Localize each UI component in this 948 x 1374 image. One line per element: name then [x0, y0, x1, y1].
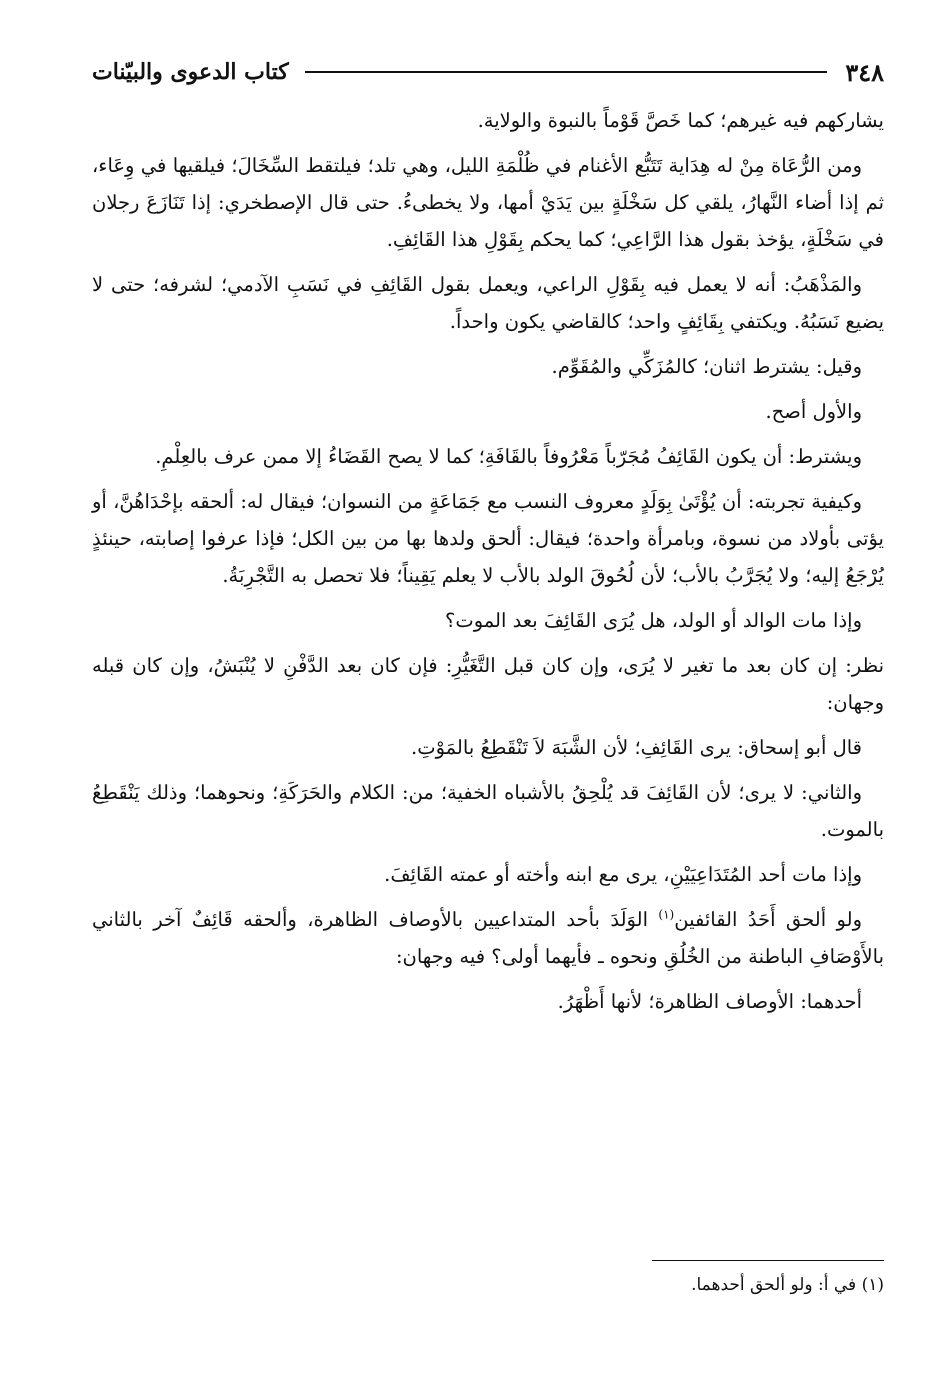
paragraph-6: ويشترط: أن يكون القَائِفُ مُجَرّباً مَعْرُوفاً بالقَافَةِ؛ كما لا يصح القَضَاءُ إلا ممن عرف بالعِلْمِ. [155, 445, 862, 468]
paragraph-9: نظر: إن كان بعد ما تغير لا يُرَى، وإن كان قبل التَّغَيُّرِ: فإن كان بعد الدَّفْنِ لا يُنْبَشُ، وإن كان قبله وجهان: [92, 654, 884, 714]
paragraph-11: والثاني: لا يرى؛ لأن القَائِفَ قد يُلْحِقُ بالأشباه الخفية؛ من: الكلام والحَرَكَةِ؛ ونحوهما؛ وذلك يَنْقَطِعُ بالموت. [92, 781, 884, 841]
paragraph-5: والأول أصح. [765, 400, 862, 423]
paragraph-13-start: ولو ألحق أَحَدُ القائفين [674, 908, 862, 931]
running-header [92, 50, 884, 94]
document-page [92, 50, 884, 1350]
paragraph-12: وإذا مات أحد المُتَدَاعِيَيْنِ، يرى مع ابنه وأخته أو عمته القَائِفَ. [384, 863, 862, 886]
paragraph-7: وكيفية تجربته: أن يُؤْتَىٰ بِوَلَدٍ معروف النسب مع جَمَاعَةٍ من النسوان؛ فيقال له: ألحقه بإحْدَاهُنَّ، أو يؤتى بأولاد من نسوة، وبامرأة واحدة؛ فيقال: ألحق ولدها بها من بين الكل؛ فإذا عرفوا إصابته، حينئذٍ يُرْجَعُ إليه؛ ولا يُجَرَّبُ بالأب؛ لأن لُحُوقَ الولد بالأب لا يعلم يَقِيناً؛ فلا تحصل به التَّجْرِبَةُ. [92, 490, 884, 587]
body-text [92, 102, 884, 1020]
footnote-separator [652, 1260, 884, 1261]
paragraph-1: يشاركهم فيه غيرهم؛ كما خَصَّ قَوْماً بالنبوة والولاية. [477, 109, 884, 132]
book-title: كتاب الدعوى والبيّنات [92, 59, 289, 85]
footnote-marker[interactable]: (١) [658, 907, 675, 922]
paragraph-14: أحدهما: الأوصاف الظاهرة؛ لأنها أَظْهَرُ. [557, 990, 862, 1013]
footnote: (١) في أ: ولو ألحق أحدهما. [691, 1275, 884, 1295]
paragraph-3: والمَذْهَبُ: أنه لا يعمل فيه بِقَوْلِ الراعي، ويعمل بقول القَائِفِ في نَسَبِ الآدمي؛ لشرفه؛ حتى لا يضيع نَسَبُهُ. ويكتفي بِقَائِفٍ واحد؛ كالقاضي يكون واحداً. [92, 273, 884, 333]
paragraph-13-end: الوَلَدَ بأحد المتداعيين بالأوصاف الظاهرة، وألحقه قَائِفٌ آخر بالثاني بالأَوْصَافِ الباطنة من الخُلُقِ ونحوه ـ فأيهما أولى؟ فيه وجهان: [92, 908, 884, 968]
paragraph-4: وقيل: يشترط اثنان؛ كالمُزَكِّي والمُقَوِّم. [551, 355, 862, 378]
paragraph-13 [92, 901, 884, 975]
paragraph-10: قال أبو إسحاق: يرى القَائِفِ؛ لأن الشَّبَهَ لاَ تَنْقَطِعُ بالمَوْتِ. [411, 736, 862, 759]
header-rule [305, 71, 828, 73]
page-number: ٣٤٨ [845, 57, 884, 87]
paragraph-8: وإذا مات الوالد أو الولد، هل يُرَى القَائِفَ بعد الموت؟ [445, 609, 862, 632]
paragraph-2: ومن الرُّعَاة مِنْ له هِدَاية تَتَبُّع الأغنام في ظُلْمَةِ الليل، وهي تلد؛ فيلتقط السِّخَالَ؛ فيلقيها في وِعَاء، ثم إذا أضاء النَّهارُ، يلقي كل سَخْلَةٍ بين يَدَيْ أمها، ولا يخطىءُ. حتى قال الإصطخري: إذا تَنَازَعَ رجلان في سَخْلَةٍ، يؤخذ بقول هذا الرَّاعِي؛ كما يحكم بِقَوْلِ هذا القَائِفِ. [92, 154, 884, 251]
